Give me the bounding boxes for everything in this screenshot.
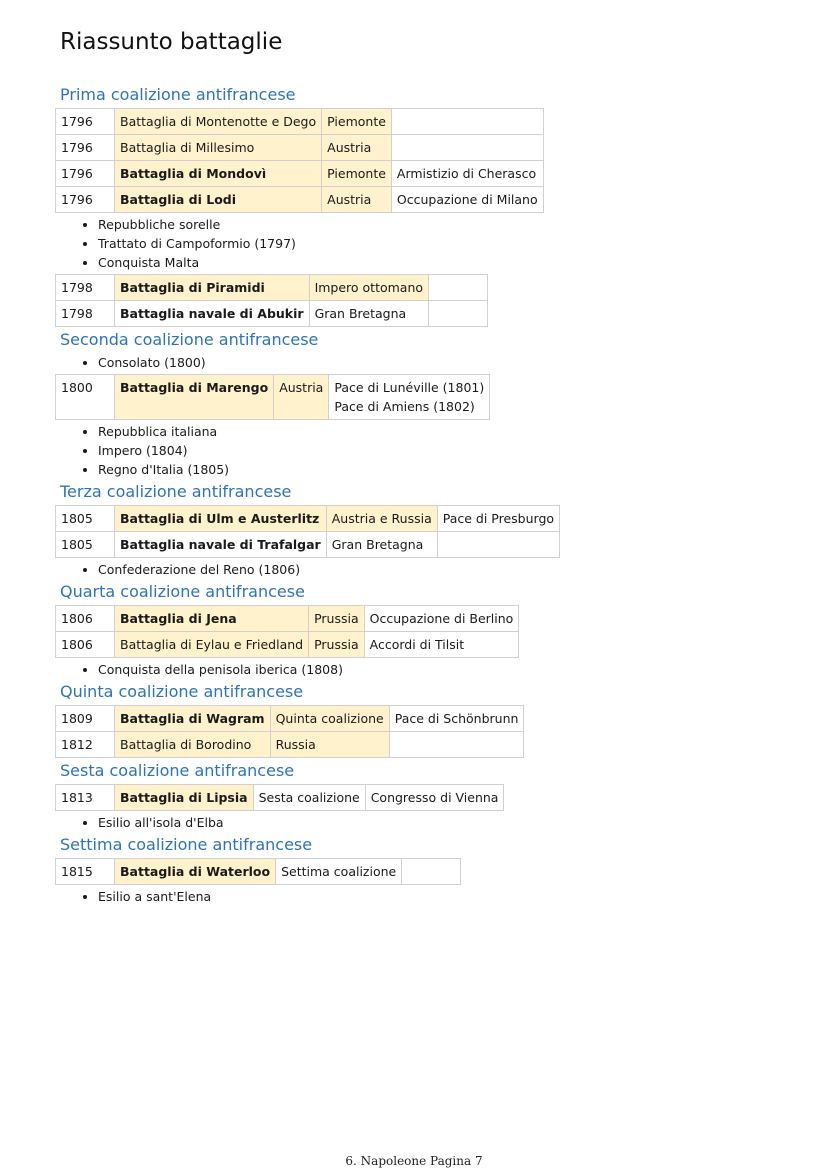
battle-cell: Battaglia di Marengo [115, 375, 274, 420]
table-row [56, 532, 560, 558]
list-item: • Esilio all'isola d'Elba [98, 813, 788, 832]
opponent-cell: Austria [322, 135, 392, 161]
opponent-cell: Austria [322, 187, 392, 213]
list-item: • Repubblica italiana [98, 422, 788, 441]
battle-cell: Battaglia di Waterloo [115, 859, 276, 885]
table-row [56, 301, 488, 327]
year-cell: 1809 [56, 706, 115, 732]
table-row [56, 135, 544, 161]
opponent-cell: Prussia [309, 606, 365, 632]
outcome-cell [391, 135, 543, 161]
table-quarta-1 [55, 605, 519, 658]
battle-cell: Battaglia di Millesimo [115, 135, 322, 161]
outcome-cell: Pace di Schönbrunn [389, 706, 524, 732]
table-seconda-1 [55, 374, 490, 420]
list-item: • Consolato (1800) [98, 353, 788, 372]
year-cell: 1815 [56, 859, 115, 885]
outcome-cell: Armistizio di Cherasco [391, 161, 543, 187]
list-item: • Esilio a sant'Elena [98, 887, 788, 906]
heading-prima-coalizione: Prima coalizione antifrancese [60, 85, 296, 104]
year-cell: 1805 [56, 506, 115, 532]
year-cell: 1796 [56, 109, 115, 135]
table-row [56, 187, 544, 213]
table-prima-1 [55, 108, 544, 213]
battle-cell: Battaglia di Jena [115, 606, 309, 632]
footer-text: 6. Napoleone Pagina 7 [345, 1154, 483, 1168]
table-prima-2 [55, 274, 488, 327]
opponent-cell: Gran Bretagna [309, 301, 428, 327]
opponent-cell: Piemonte [322, 161, 392, 187]
opponent-cell: Piemonte [322, 109, 392, 135]
table-sesta-1 [55, 784, 504, 811]
heading-settima-coalizione: Settima coalizione antifrancese [60, 835, 313, 854]
heading-quarta-coalizione: Quarta coalizione antifrancese [60, 582, 305, 601]
table-row [56, 506, 560, 532]
battle-cell: Battaglia navale di Trafalgar [115, 532, 327, 558]
bullet-list [60, 353, 788, 372]
list-item: • Confederazione del Reno (1806) [98, 560, 788, 579]
table-row [56, 632, 519, 658]
battle-cell: Battaglia di Mondovì [115, 161, 322, 187]
outcome-line: Pace di Lunéville (1801) [334, 380, 485, 395]
battle-cell: Battaglia di Lipsia [115, 785, 254, 811]
battle-cell: Battaglia di Eylau e Friedland [115, 632, 309, 658]
outcome-cell: Occupazione di Berlino [364, 606, 519, 632]
heading-quinta-coalizione: Quinta coalizione antifrancese [60, 682, 304, 701]
table-row [56, 161, 544, 187]
battle-cell: Battaglia di Montenotte e Dego [115, 109, 322, 135]
table-row [56, 732, 524, 758]
table-row [56, 859, 461, 885]
battle-cell: Battaglia navale di Abukir [115, 301, 310, 327]
table-row [56, 109, 544, 135]
battle-cell: Battaglia di Piramidi [115, 275, 310, 301]
list-item: • Regno d'Italia (1805) [98, 460, 788, 479]
table-settima-1 [55, 858, 461, 885]
opponent-cell: Settima coalizione [276, 859, 402, 885]
table-row [56, 706, 524, 732]
year-cell: 1813 [56, 785, 115, 811]
opponent-cell: Austria [274, 375, 329, 420]
list-item: • Conquista della penisola iberica (1808) [98, 660, 788, 679]
outcome-cell [402, 859, 461, 885]
outcome-cell [429, 275, 488, 301]
bullet-list [60, 560, 788, 579]
year-cell: 1812 [56, 732, 115, 758]
opponent-cell: Sesta coalizione [253, 785, 365, 811]
outcome-cell: Occupazione di Milano [391, 187, 543, 213]
year-cell: 1796 [56, 187, 115, 213]
bullet-list [60, 813, 788, 832]
outcome-cell [389, 732, 524, 758]
bullet-list [60, 422, 788, 479]
year-cell: 1806 [56, 632, 115, 658]
year-cell: 1796 [56, 161, 115, 187]
outcome-cell [437, 532, 559, 558]
outcome-cell: Pace di Presburgo [437, 506, 559, 532]
outcome-cell [329, 375, 490, 420]
opponent-cell: Quinta coalizione [270, 706, 389, 732]
opponent-cell: Impero ottomano [309, 275, 428, 301]
document-page [60, 26, 788, 908]
list-item: • Trattato di Campoformio (1797) [98, 234, 788, 253]
page-title: Riassunto battaglie [60, 29, 283, 55]
year-cell: 1800 [56, 375, 115, 420]
opponent-cell: Austria e Russia [326, 506, 437, 532]
outcome-cell: Accordi di Tilsit [364, 632, 519, 658]
heading-seconda-coalizione: Seconda coalizione antifrancese [60, 330, 319, 349]
heading-terza-coalizione: Terza coalizione antifrancese [60, 482, 292, 501]
opponent-cell: Gran Bretagna [326, 532, 437, 558]
table-row [56, 785, 504, 811]
year-cell: 1798 [56, 301, 115, 327]
outcome-cell [429, 301, 488, 327]
battle-cell: Battaglia di Wagram [115, 706, 271, 732]
year-cell: 1805 [56, 532, 115, 558]
heading-sesta-coalizione: Sesta coalizione antifrancese [60, 761, 295, 780]
outcome-line: Pace di Amiens (1802) [334, 399, 475, 414]
list-item: • Conquista Malta [98, 253, 788, 272]
table-row [56, 606, 519, 632]
page-footer [0, 1154, 828, 1168]
year-cell: 1798 [56, 275, 115, 301]
year-cell: 1806 [56, 606, 115, 632]
battle-cell: Battaglia di Borodino [115, 732, 271, 758]
battle-cell: Battaglia di Ulm e Austerlitz [115, 506, 327, 532]
opponent-cell: Russia [270, 732, 389, 758]
table-row [56, 375, 490, 420]
table-row [56, 275, 488, 301]
outcome-cell [391, 109, 543, 135]
bullet-list [60, 660, 788, 679]
year-cell: 1796 [56, 135, 115, 161]
bullet-list [60, 215, 788, 272]
bullet-list [60, 887, 788, 906]
outcome-cell: Congresso di Vienna [365, 785, 504, 811]
list-item: • Repubbliche sorelle [98, 215, 788, 234]
list-item: • Impero (1804) [98, 441, 788, 460]
opponent-cell: Prussia [309, 632, 365, 658]
table-terza-1 [55, 505, 560, 558]
table-quinta-1 [55, 705, 524, 758]
battle-cell: Battaglia di Lodi [115, 187, 322, 213]
